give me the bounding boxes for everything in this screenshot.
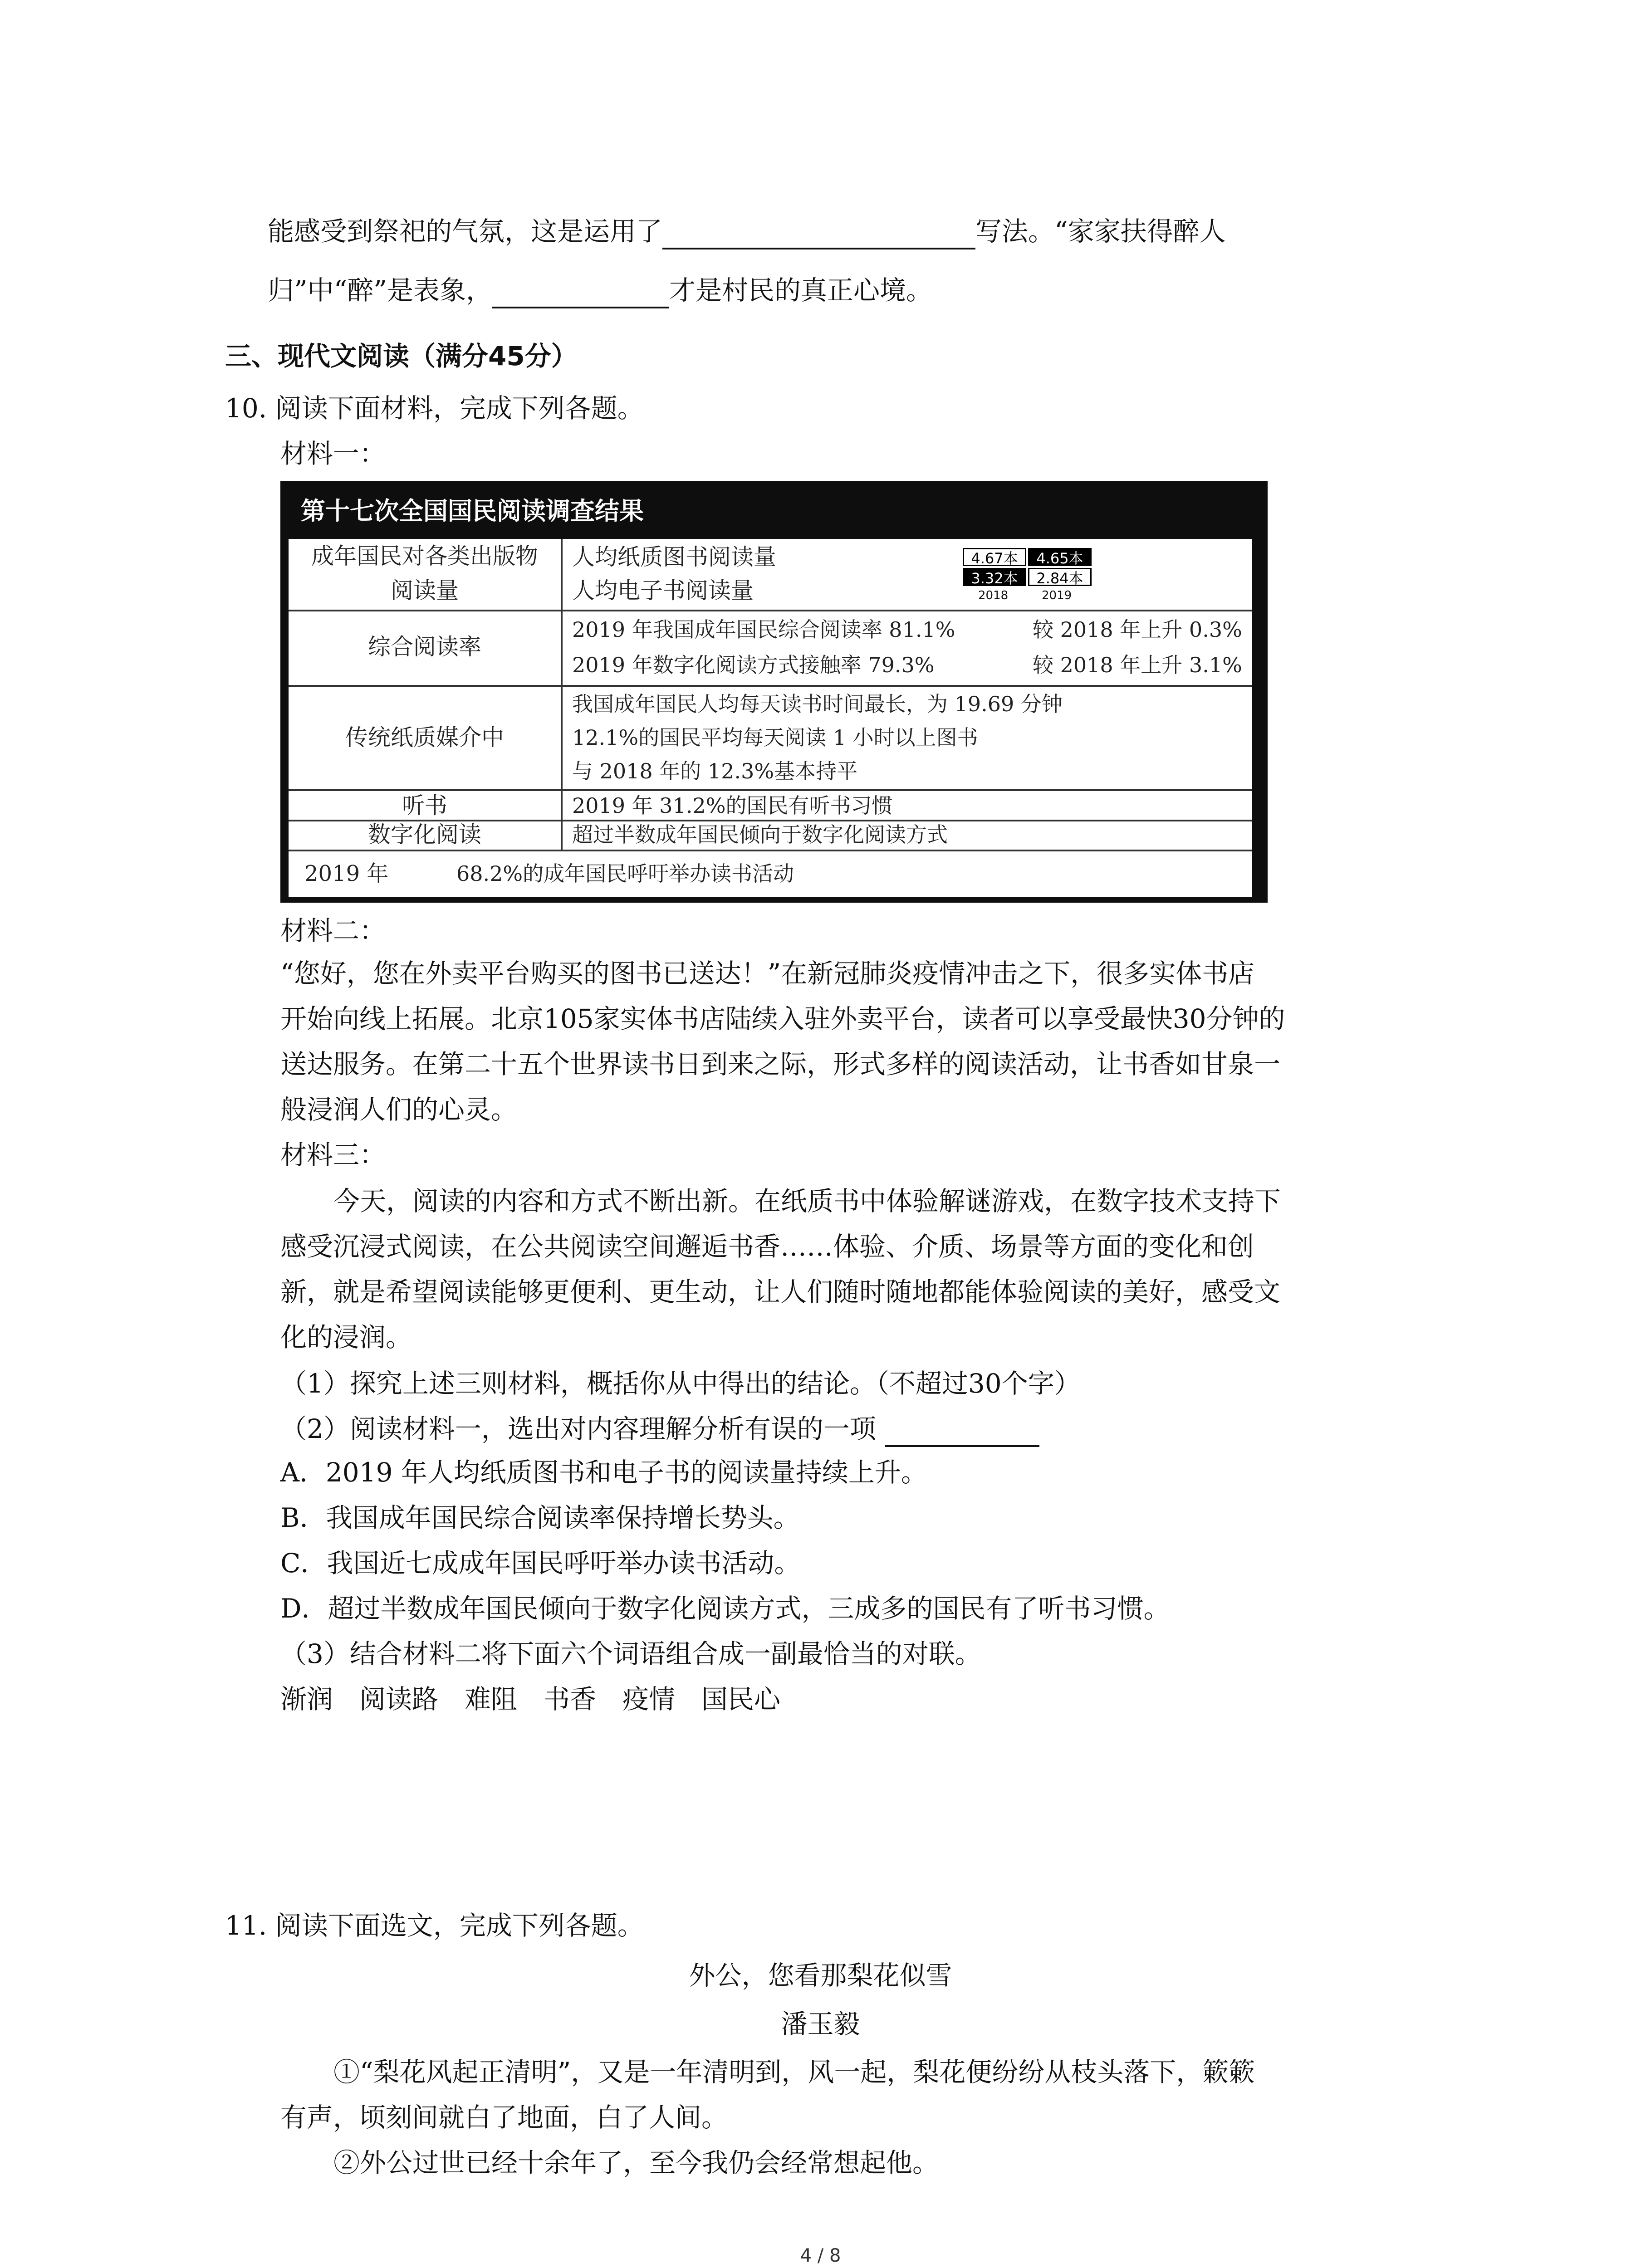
year-label: 2018	[978, 589, 1009, 602]
q9-tail-text: 能感受到祭祀的气氛，这是运用了	[268, 216, 663, 247]
paragraph-line: ②外公过世已经十余年了，至今我仍会经常想起他。	[333, 2147, 939, 2178]
material-1-label: 材料一：	[280, 438, 386, 469]
row-label: 听书	[402, 792, 447, 819]
survey-results-table	[280, 481, 1268, 903]
q10-stem	[225, 390, 644, 426]
paragraph-line: 新，就是希望阅读能够更便利、更生动，让人们随时随地都能体验阅读的美好，感受文	[280, 1276, 1281, 1307]
material-3-label: 材料三：	[280, 1139, 386, 1170]
cell-text: 12.1%的国民平均每天阅读 1 小时以上图书	[572, 725, 978, 750]
paragraph-line: 化的浸润。	[280, 1322, 412, 1353]
paragraph-line: 般浸润人们的心灵。	[280, 1094, 518, 1125]
sub-question-2	[280, 1411, 1039, 1447]
cell-text: 68.2%的成年国民呼吁举办读书活动	[456, 861, 794, 886]
row-label: 数字化阅读	[368, 821, 481, 848]
cell-text: 超过半数成年国民倾向于数字化阅读方式	[572, 822, 948, 847]
row-label: 成年国民对各类出版物	[311, 543, 538, 569]
ebook-2018-value: 3.32本	[963, 568, 1026, 586]
paragraph-line: ①“梨花风起正清明”，又是一年清明到，风一起，梨花便纷纷从枝头落下，簌簌	[333, 2057, 1255, 2087]
q9-tail-text: 才是村民的真正心境。	[669, 275, 932, 306]
material-2-label: 材料二：	[280, 915, 386, 946]
q9-tail-text: 写法。“家家扶得醉人	[975, 216, 1226, 247]
column-divider	[561, 539, 563, 850]
paragraph-line: “您好，您在外卖平台购买的图书已送达！”在新冠肺炎疫情冲击之下，很多实体书店	[280, 958, 1255, 989]
row-divider	[289, 610, 1252, 611]
option-d[interactable]: D．超过半数成年国民倾向于数字化阅读方式，三成多的国民有了听书习惯。	[280, 1593, 1170, 1624]
option-c[interactable]: C．我国近七成成年国民呼吁举办读书活动。	[280, 1548, 801, 1579]
answer-blank[interactable]	[662, 220, 975, 249]
q9-tail-line2	[268, 272, 932, 308]
paper-2018-value: 4.67本	[963, 548, 1026, 566]
article-author: 潘玉毅	[781, 2009, 860, 2039]
cell-text: 较 2018 年上升 3.1%	[1033, 653, 1242, 677]
couplet-words: 渐润 阅读路 难阻 书香 疫情 国民心	[280, 1684, 781, 1715]
sub-question-text: （2）阅读材料一，选出对内容理解分析有误的一项	[280, 1413, 876, 1444]
cell-text: 2019 年 31.2%的国民有听书习惯	[572, 793, 893, 818]
paper-2019-value: 4.65本	[1028, 548, 1092, 566]
sub-question-3: （3）结合材料二将下面六个词语组合成一副最恰当的对联。	[280, 1638, 981, 1669]
survey-table-body	[289, 539, 1252, 897]
survey-title: 第十七次全国国民阅读调查结果	[301, 496, 644, 525]
question-stem: 阅读下面材料，完成下列各题。	[275, 393, 644, 424]
article-title: 外公，您看那梨花似雪	[689, 1960, 952, 1991]
option-b[interactable]: B．我国成年国民综合阅读率保持增长势头。	[280, 1502, 800, 1533]
cell-text: 人均纸质图书阅读量	[572, 544, 776, 570]
question-number: 11.	[225, 1910, 267, 1941]
ebook-2019-value: 2.84本	[1028, 568, 1092, 586]
question-stem: 阅读下面选文，完成下列各题。	[275, 1910, 644, 1941]
q9-tail-line1	[268, 213, 1226, 249]
row-label: 传统纸质媒介中	[345, 724, 504, 751]
q9-tail-text: 归”中“醉”是表象，	[268, 275, 492, 306]
cell-text: 2019 年数字化阅读方式接触率 79.3%	[572, 653, 935, 677]
row-label: 综合阅读率	[368, 634, 481, 660]
section-heading: 三、现代文阅读（满分45分）	[225, 341, 578, 371]
answer-blank[interactable]	[885, 1417, 1039, 1447]
option-a[interactable]: A．2019 年人均纸质图书和电子书的阅读量持续上升。	[280, 1457, 927, 1488]
paragraph-line: 今天，阅读的内容和方式不断出新。在纸质书中体验解谜游戏，在数字技术支持下	[333, 1186, 1281, 1217]
cell-text: 我国成年国民人均每天读书时间最长，为 19.69 分钟	[572, 692, 1063, 716]
paragraph-line: 送达服务。在第二十五个世界读书日到来之际，形式多样的阅读活动，让书香如甘泉一	[280, 1049, 1281, 1080]
row-label: 阅读量	[391, 577, 459, 604]
sub-question-1: （1）探究上述三则材料，概括你从中得出的结论。（不超过30个字）	[280, 1368, 1081, 1399]
cell-text: 人均电子书阅读量	[572, 577, 754, 604]
year-label: 2019	[1042, 589, 1072, 602]
question-number: 10.	[225, 393, 267, 424]
cell-text: 2019 年我国成年国民综合阅读率 81.1%	[572, 617, 955, 642]
cell-text: 与 2018 年的 12.3%基本持平	[572, 759, 858, 783]
cell-text: 2019 年	[304, 861, 389, 886]
paragraph-line: 有声，顷刻间就白了地面，白了人间。	[280, 2102, 728, 2133]
cell-text: 较 2018 年上升 0.3%	[1033, 617, 1242, 642]
paragraph-line: 感受沉浸式阅读，在公共阅读空间邂逅书香……体验、介质、场景等方面的变化和创	[280, 1231, 1254, 1262]
answer-blank[interactable]	[492, 279, 669, 308]
q11-stem	[225, 1907, 644, 1944]
page-number: 4 / 8	[800, 2245, 841, 2266]
paragraph-line: 开始向线上拓展。北京105家实体书店陆续入驻外卖平台，读者可以享受最快30分钟的	[280, 1003, 1285, 1034]
